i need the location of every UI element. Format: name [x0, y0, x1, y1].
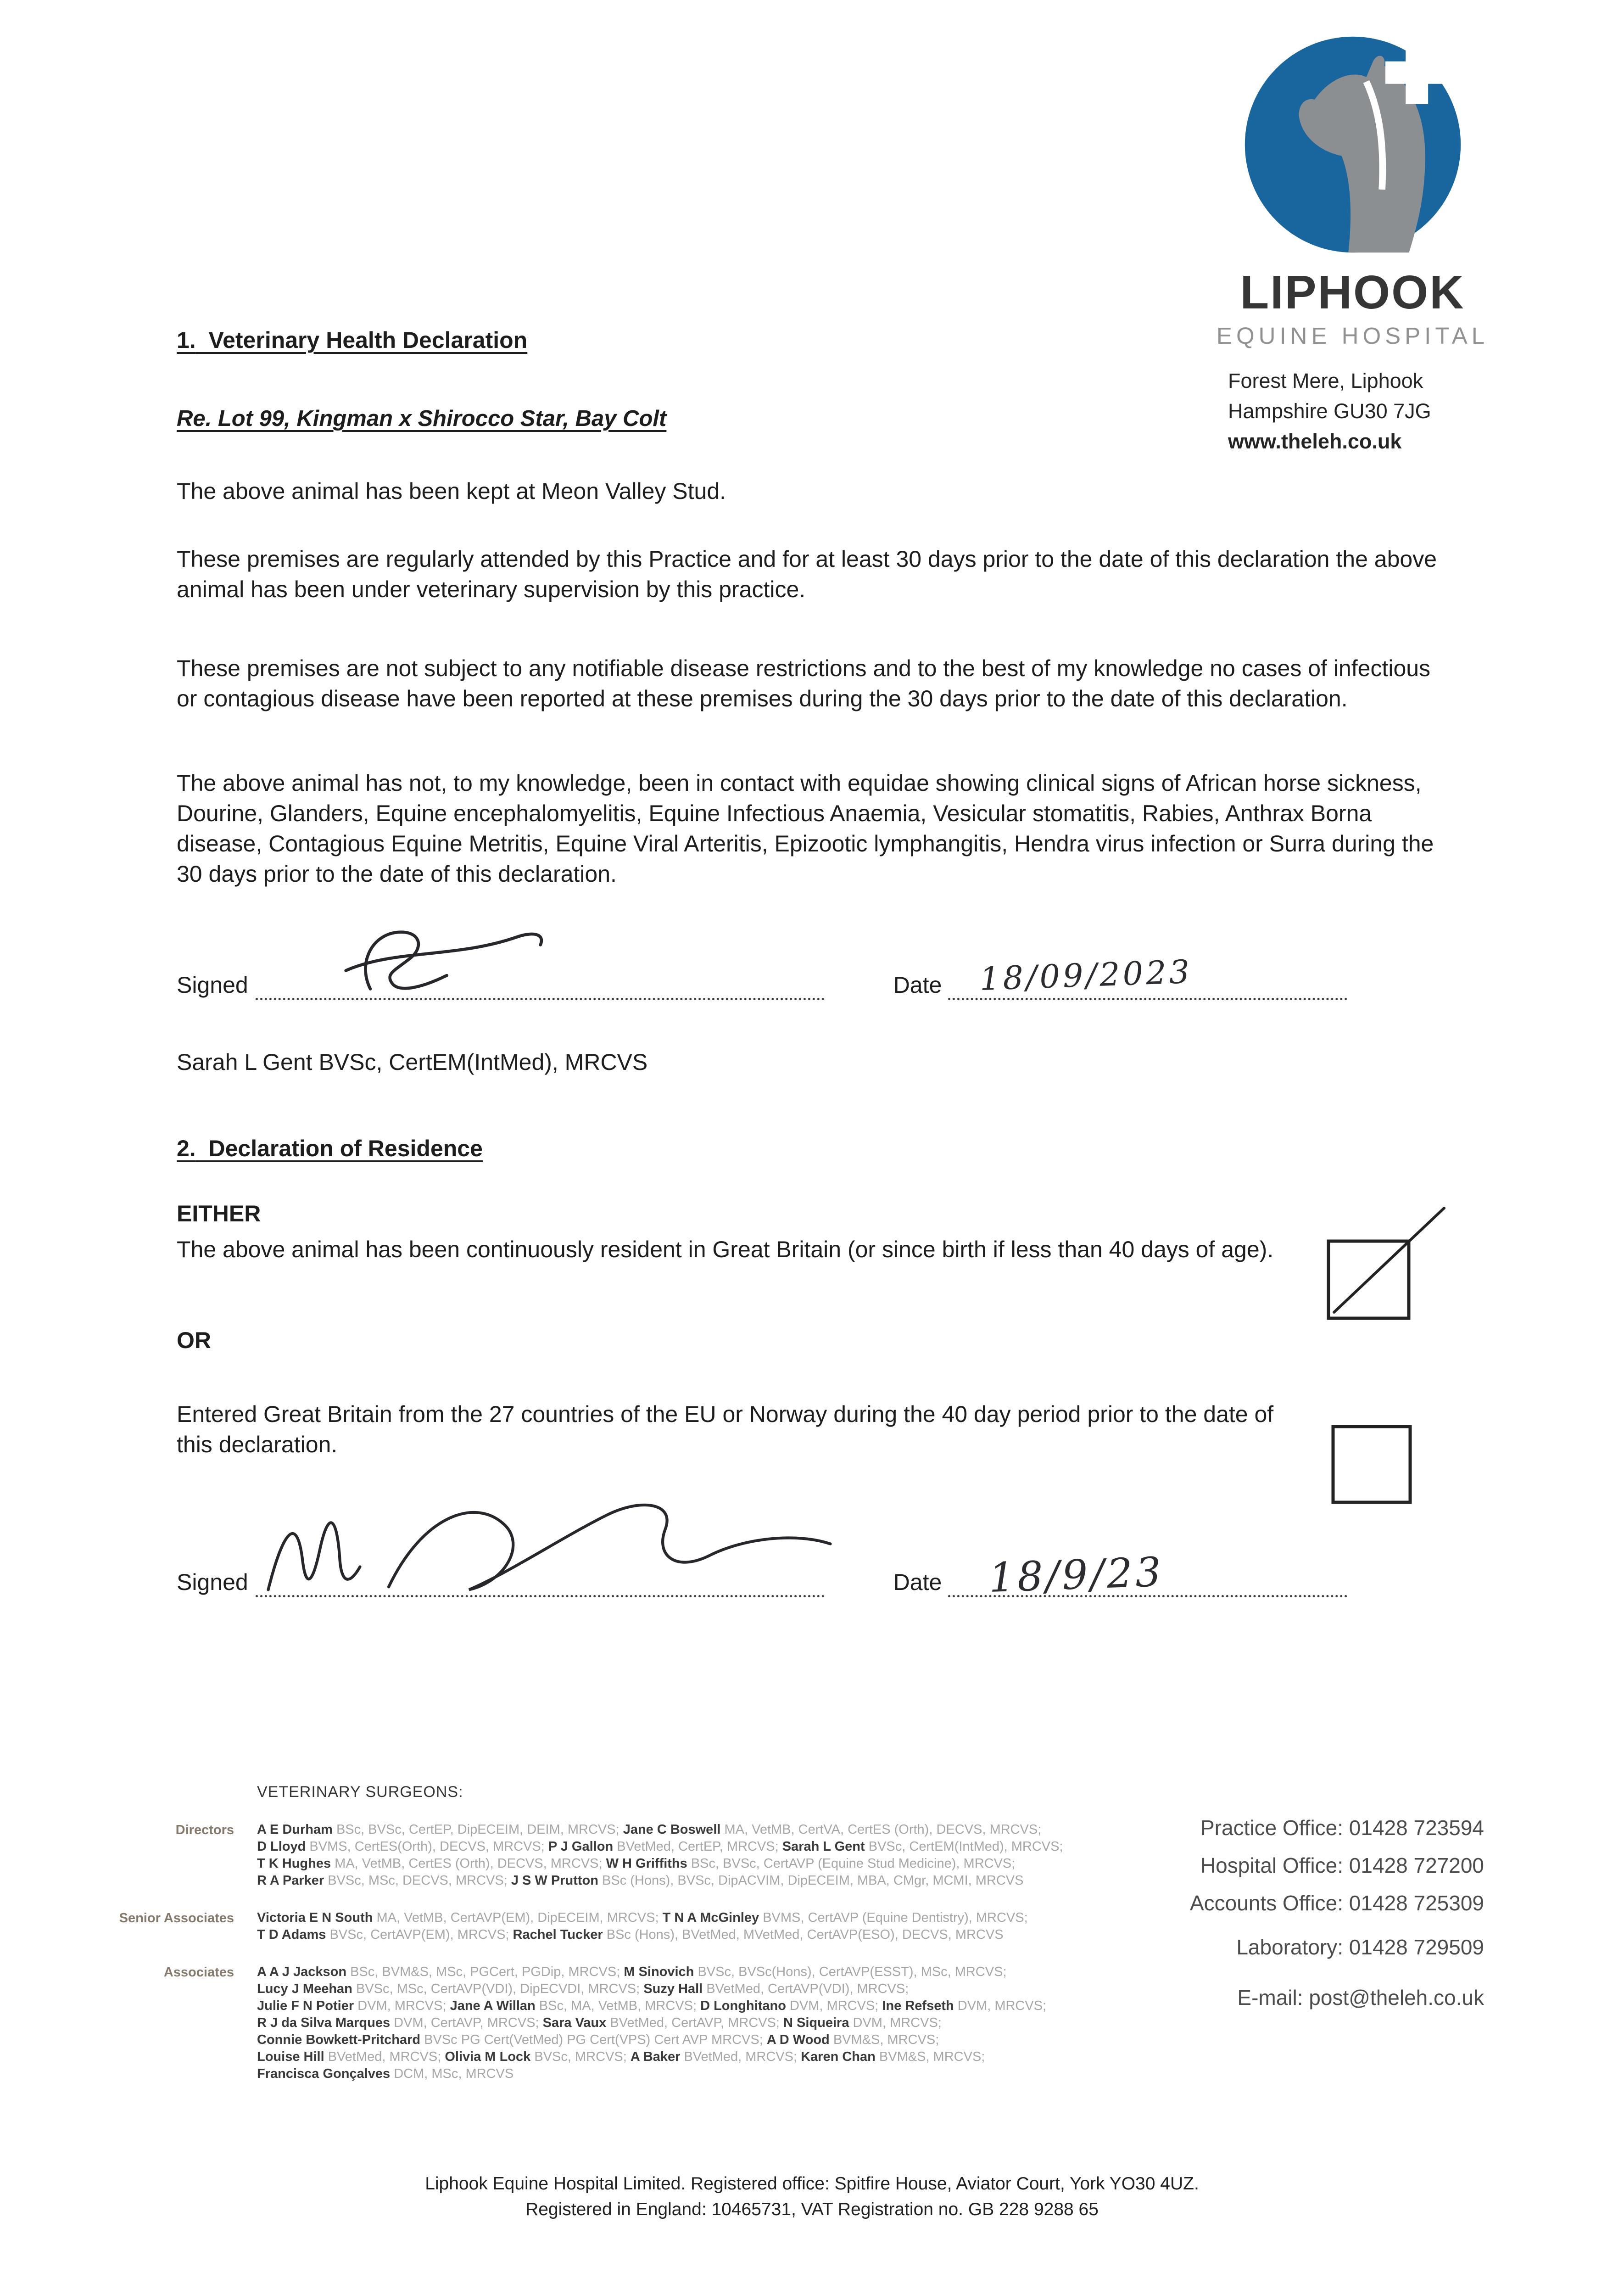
surgeon-line: R J da Silva Marques DVM, CertAVP, MRCVS; Sara Vaux BVetMed, CertAVP, MRCVS; N Siqueira DVM, MRCVS; [257, 2015, 942, 2030]
hospital-office-phone: Hospital Office: 01428 727200 [1200, 1853, 1484, 1877]
declaration-paragraph-3: The above animal has not, to my knowledge, been in contact with equidae showing clinical signs of African horse sickness, Dourine, Glanders, Equine encephalomyelitis, Equine Infectious Anaemia, Vesicular stomatitis, Rabies, Anthrax Borna disease, Contagious Equine Metritis, Equine Viral Arteritis, Epizootic lymphangitis, Hendra virus infection or Surra during the 30 days prior to the date of this declaration. [177, 770, 1434, 887]
registration-line-2: Registered in England: 10465731, VAT Registration no. GB 228 9288 65 [525, 2200, 1099, 2219]
section2-heading [177, 1133, 1457, 1164]
surgeon-line: T D Adams BVSc, CertAVP(EM), MRCVS; Rachel Tucker BSc (Hons), BVetMed, MVetMed, CertAVP(ESO), DECVS, MRCVS [257, 1927, 1004, 1942]
section2-signature-row [177, 1547, 1457, 1601]
signature-line-2 [256, 1570, 825, 1597]
signature-sarah-gent [334, 921, 554, 1002]
website-url: www.theleh.co.uk [1228, 430, 1402, 453]
surgeon-group [110, 1964, 1189, 2082]
document-body [177, 0, 1457, 1601]
either-checkbox-tick [1334, 1208, 1444, 1312]
or-option-row [177, 1399, 1457, 1460]
address-line-2: Hampshire GU30 7JG [1228, 399, 1431, 423]
surgeon-line: Louise Hill BVetMed, MRCVS; Olivia M Lock BVSc, MRCVS; A Baker BVetMed, MRCVS; Karen Chan BVM&S, MRCVS; [257, 2049, 985, 2064]
surgeon-line: Victoria E N South MA, VetMB, CertAVP(EM), DipECEIM, MRCVS; T N A McGinley BVMS, CertAVP (Equine Dentistry), MRCVS; [257, 1910, 1028, 1925]
surgeon-names [257, 1964, 1046, 2082]
surgeon-names [257, 1909, 1028, 1943]
section1-title: Veterinary Health Declaration [208, 327, 528, 353]
either-checkbox [1306, 1191, 1452, 1328]
signature-vendor-agent [251, 1469, 848, 1607]
brand-subtitle: EQUINE HOSPITAL [1216, 323, 1489, 349]
or-label: OR [177, 1327, 211, 1353]
brand-name: LIPHOOK [1240, 266, 1465, 319]
accounts-office-phone: Accounts Office: 01428 725309 [1189, 1891, 1484, 1915]
surgeons-heading: VETERINARY SURGEONS: [257, 1783, 463, 1801]
signed-label-2: Signed [177, 1569, 248, 1595]
laboratory-phone: Laboratory: 01428 729509 [1236, 1935, 1484, 1959]
registration-line-1: Liphook Equine Hospital Limited. Registered office: Spitfire House, Aviator Court, York YO30 4UZ. [425, 2174, 1199, 2194]
practice-office-phone: Practice Office: 01428 723594 [1200, 1816, 1484, 1840]
veterinary-surgeons-block [110, 1783, 1189, 2082]
kept-at-line: The above animal has been kept at Meon Valley Stud. [177, 478, 726, 504]
date-line [948, 952, 1347, 1000]
date-label: Date [893, 972, 942, 998]
surgeon-group [110, 1821, 1189, 1889]
surgeon-groups [110, 1821, 1189, 2082]
address-line-1: Forest Mere, Liphook [1228, 369, 1423, 392]
contact-numbers-block [1190, 1815, 1484, 2023]
surgeon-line: T K Hughes MA, VetMB, CertES (Orth), DECVS, MRCVS; W H Griffiths BSc, BVSc, CertAVP (Equine Stud Medicine), MRCVS; [257, 1856, 1016, 1871]
section2-title: Declaration of Residence [208, 1136, 483, 1161]
section1-heading [177, 325, 1457, 355]
re-subject-line: Re. Lot 99, Kingman x Shirocco Star, Bay Colt [177, 406, 667, 431]
section1-signature-row [177, 952, 1457, 1000]
signature-line [256, 973, 825, 1000]
surgeon-line: Julie F N Potier DVM, MRCVS; Jane A Willan BSc, MA, VetMB, MRCVS; D Longhitano DVM, MRCVS; Ine Refseth DVM, MRCVS; [257, 1998, 1047, 2013]
section1-number: 1. [177, 327, 196, 353]
section2-number: 2. [177, 1136, 196, 1161]
date-label-2: Date [893, 1569, 942, 1595]
handwritten-date-1: 18/09/2023 [979, 952, 1193, 998]
surgeon-line: Connie Bowkett-Pritchard BVSc PG Cert(VetMed) PG Cert(VPS) Cert AVP MRCVS; A D Wood BVM&S, MRCVS; [257, 2032, 939, 2047]
signed-label: Signed [177, 972, 248, 998]
surgeon-names [257, 1821, 1063, 1889]
or-checkbox [1326, 1420, 1418, 1511]
surgeon-line: R A Parker BVSc, MSc, DECVS, MRCVS; J S W Prutton BSc (Hons), BVSc, DipACVIM, DipECEIM, MBA, CMgr, MCMI, MRCVS [257, 1873, 1024, 1888]
registration-footer [0, 2171, 1624, 2222]
surgeon-group-label: Associates [163, 1965, 234, 1980]
surgeon-line: A E Durham BSc, BVSc, CertEP, DipECEIM, DEIM, MRCVS; Jane C Boswell MA, VetMB, CertVA, CertES (Orth), DECVS, MRCVS; [257, 1822, 1042, 1837]
either-option-row [177, 1234, 1457, 1265]
signatory-name: Sarah L Gent BVSc, CertEM(IntMed), MRCVS [177, 1049, 648, 1075]
date-line-2 [948, 1548, 1347, 1601]
surgeon-line: Francisca Gonçalves DCM, MSc, MRCVS [257, 2066, 514, 2081]
email-address: E-mail: post@theleh.co.uk [1237, 1986, 1484, 2010]
surgeon-line: Lucy J Meehan BVSc, MSc, CertAVP(VDI), DipECVDI, MRCVS; Suzy Hall BVetMed, CertAVP(VDI), MRCVS; [257, 1982, 909, 1996]
either-option-text: The above animal has been continuously resident in Great Britain (or since birth if less than 40 days of age). [177, 1237, 1274, 1262]
surgeon-group-label: Directors [175, 1823, 234, 1837]
either-label: EITHER [177, 1201, 261, 1226]
or-option-text: Entered Great Britain from the 27 countries of the EU or Norway during the 40 day period prior to the date of this declaration. [177, 1401, 1274, 1457]
surgeon-line: D Lloyd BVMS, CertES(Orth), DECVS, MRCVS; P J Gallon BVetMed, CertEP, MRCVS; Sarah L Gent BVSc, CertEM(IntMed), MRCVS; [257, 1839, 1063, 1854]
declaration-paragraph-1: These premises are regularly attended by this Practice and for at least 30 days prior to the date of this declaration the above animal has been under veterinary supervision by this practice. [177, 546, 1437, 602]
surgeon-group [110, 1909, 1189, 1943]
handwritten-date-2: 18/9/23 [988, 1548, 1165, 1601]
surgeon-line: A A J Jackson BSc, BVM&S, MSc, PGCert, PGDip, MRCVS; M Sinovich BVSc, BVSc(Hons), CertAVP(ESST), MSc, MRCVS; [257, 1965, 1007, 1979]
surgeon-group-label: Senior Associates [119, 1911, 234, 1926]
declaration-paragraph-2: These premises are not subject to any notifiable disease restrictions and to the best of my knowledge no cases of infectious or contagious disease have been reported at these premises during the 30 days prior to the date of this declaration. [177, 655, 1431, 711]
